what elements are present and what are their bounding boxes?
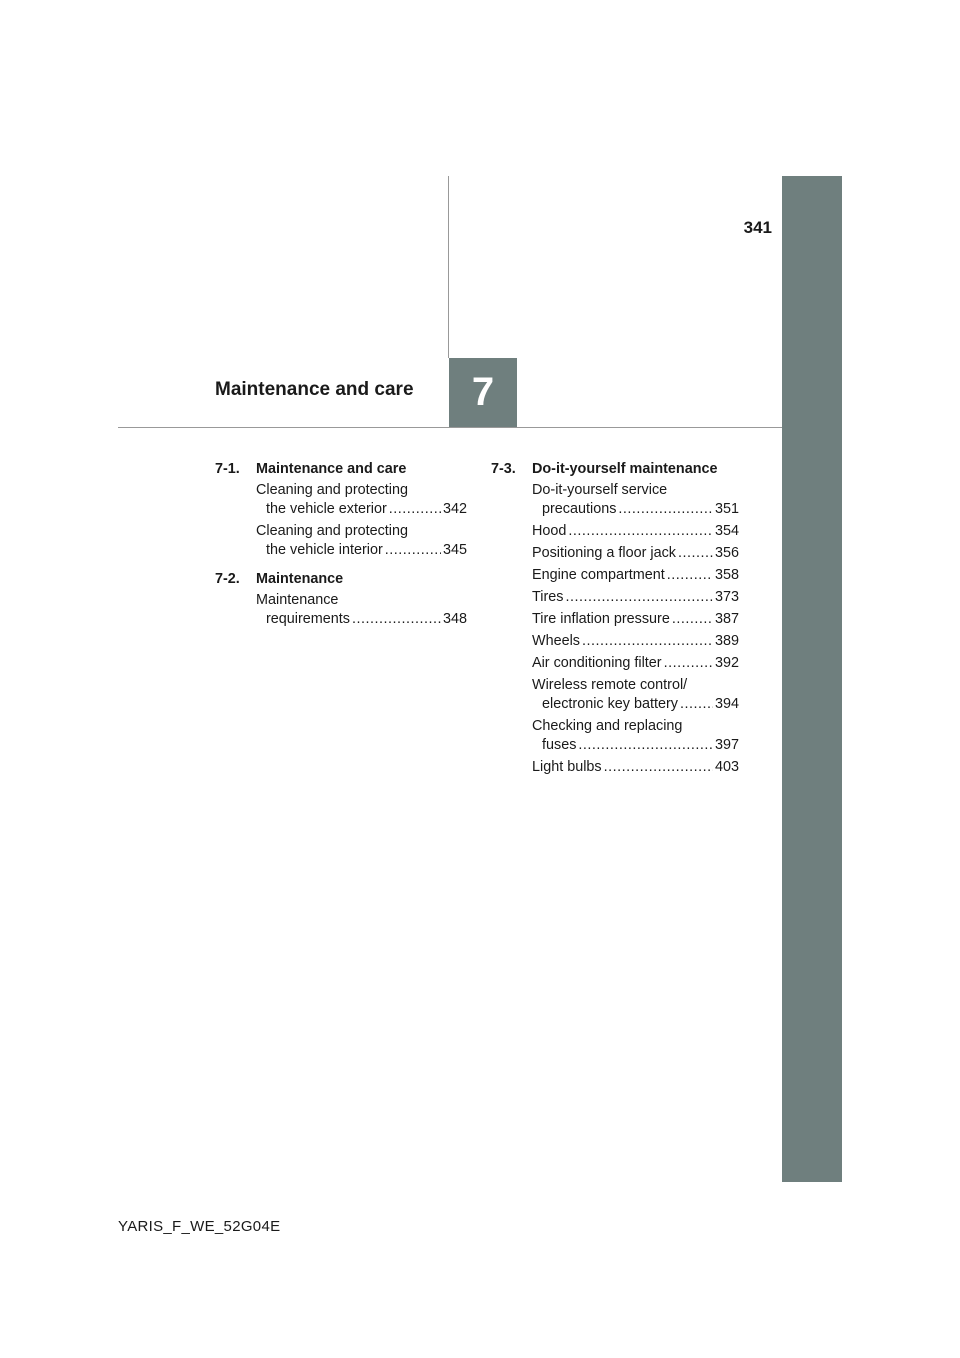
- toc-entry[interactable]: [532, 676, 739, 714]
- section-number: 7-2.: [215, 571, 240, 587]
- dot-leader: [582, 632, 713, 651]
- dot-leader: [678, 544, 713, 563]
- toc-entry[interactable]: [256, 591, 467, 629]
- entry-title: Engine compartment: [532, 567, 665, 583]
- toc-column-left: [215, 459, 467, 632]
- entry-page: 342: [442, 501, 467, 517]
- chapter-title: Maintenance and care: [215, 379, 414, 400]
- entry-title-cont: fuses: [542, 737, 577, 753]
- dot-leader: [667, 566, 713, 585]
- toc-section-heading: [215, 459, 467, 480]
- toc-entry[interactable]: [532, 566, 739, 585]
- document-code: YARIS_F_WE_52G04E: [118, 1218, 281, 1235]
- entry-page: 394: [714, 696, 739, 712]
- entry-title: Positioning a floor jack: [532, 545, 676, 561]
- entry-title: Tires: [532, 589, 564, 605]
- dot-leader: [389, 500, 441, 519]
- entry-page: 387: [714, 611, 739, 627]
- dot-leader: [604, 758, 713, 777]
- section-number: 7-1.: [215, 461, 240, 477]
- dot-leader: [664, 654, 713, 673]
- entry-title: Wireless remote control/: [532, 677, 688, 693]
- entry-title: Light bulbs: [532, 759, 602, 775]
- entry-title: Wheels: [532, 633, 580, 649]
- page-number: 341: [743, 218, 772, 237]
- entry-page: 345: [442, 542, 467, 558]
- toc-entry[interactable]: [256, 522, 467, 560]
- dot-leader: [672, 610, 713, 629]
- entry-title-cont: electronic key battery: [542, 696, 678, 712]
- toc-entry[interactable]: [532, 544, 739, 563]
- entry-title: Tire inflation pressure: [532, 611, 670, 627]
- dot-leader: [680, 695, 713, 714]
- toc-entry[interactable]: [532, 610, 739, 629]
- section-title: Do-it-yourself maintenance: [532, 461, 718, 477]
- entry-page: 403: [714, 759, 739, 775]
- toc-section-heading: [491, 459, 739, 480]
- entry-title: Cleaning and protecting: [256, 523, 409, 539]
- entry-page: 348: [442, 611, 467, 627]
- entry-title-cont: precautions: [542, 501, 617, 517]
- toc-entry[interactable]: [532, 758, 739, 777]
- chapter-side-tab: [782, 176, 842, 1182]
- dot-leader: [568, 522, 713, 541]
- entry-title: Air conditioning filter: [532, 655, 662, 671]
- entry-page: 397: [714, 737, 739, 753]
- toc-column-right: [491, 459, 739, 780]
- toc-entry[interactable]: [532, 632, 739, 651]
- toc-entry[interactable]: [532, 654, 739, 673]
- entry-page: 358: [714, 567, 739, 583]
- toc-entry[interactable]: [532, 717, 739, 755]
- entry-page: 373: [714, 589, 739, 605]
- dot-leader: [578, 736, 713, 755]
- dot-leader: [565, 588, 713, 607]
- dot-leader: [352, 610, 441, 629]
- vertical-divider: [448, 176, 449, 358]
- entry-title: Cleaning and protecting: [256, 482, 409, 498]
- toc-entry[interactable]: [532, 481, 739, 519]
- section-number: 7-3.: [491, 461, 516, 477]
- entry-title-cont: requirements: [266, 611, 350, 627]
- entry-title: Hood: [532, 523, 567, 539]
- entry-page: 354: [714, 523, 739, 539]
- section-title: Maintenance: [256, 571, 344, 587]
- dot-leader: [618, 500, 713, 519]
- entry-title: Do-it-yourself service: [532, 482, 668, 498]
- entry-page: 392: [714, 655, 739, 671]
- entry-title-cont: the vehicle interior: [266, 542, 383, 558]
- chapter-number-box: 7: [449, 358, 517, 427]
- section-title: Maintenance and care: [256, 461, 407, 477]
- entry-page: 389: [714, 633, 739, 649]
- toc-section-heading: [215, 569, 467, 590]
- entry-page: 356: [714, 545, 739, 561]
- entry-title: Checking and replacing: [532, 718, 683, 734]
- toc-entry[interactable]: [532, 522, 739, 541]
- entry-title: Maintenance: [256, 592, 339, 608]
- dot-leader: [385, 541, 441, 560]
- entry-title-cont: the vehicle exterior: [266, 501, 387, 517]
- toc-entry[interactable]: [256, 481, 467, 519]
- entry-page: 351: [714, 501, 739, 517]
- header-rule: [118, 427, 782, 428]
- toc-entry[interactable]: [532, 588, 739, 607]
